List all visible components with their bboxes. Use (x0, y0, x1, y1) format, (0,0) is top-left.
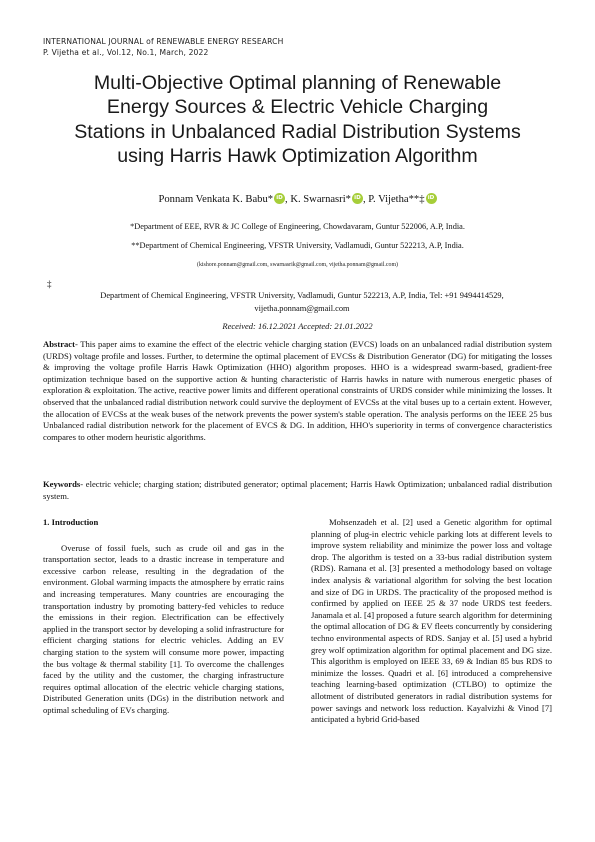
orcid-icon[interactable]: iD (352, 193, 363, 204)
keywords (43, 479, 552, 502)
title-line: Stations in Unbalanced Radial Distribution Systems (74, 120, 521, 143)
body-paragraph: Overuse of fossil fuels, such as crude oil and gas in the transportation sector, leads to a drastic increase in temperature and excessive carbon release, resulting in the degradation of the environment. Global warming impacts the atmosphere by erratic rains and increasing temperatures. Many countries are encouraging the transportation industry by promoting battery-fed vehicles to reduce the emissions in their region. Electrification can be effectively applied in the transport sector by developing a solid infrastructure for efficient charging stations for electric vehicles. Adding an EV charging station to the system will consume more power, impacting the bus voltage & thermal stability [1]. To overcome the challenges faced by the utility and the customer, the charging infrastructure requires optimal allocation of the electric vehicle charging stations, Distributed Generation units (DGs) in the distribution network and optimal scheduling of EVs charging. (43, 542, 284, 715)
abstract (43, 339, 552, 443)
keywords-text: - electric vehicle; charging station; distributed generator; optimal placement; Harris Hawk Optimization; unbalanced radial distribution system. (43, 479, 552, 501)
journal-citation: P. Vijetha et al., Vol.12, No.1, March, 2022 (43, 48, 209, 57)
corresponding-mark: ‡ (47, 279, 52, 289)
author-separator: , (362, 194, 369, 205)
section-heading: 1. Introduction (43, 517, 99, 527)
corresponding-email[interactable]: vijetha.ponnam@gmail.com (254, 303, 350, 313)
received-accepted-dates: Received: 16.12.2021 Accepted: 21.01.2022 (222, 321, 373, 331)
body-paragraph: Mohsenzadeh et al. [2] used a Genetic algorithm for optimal planning of plug-in electric vehicle parking lots at different levels to improve system reliability and minimize the power loss and voltage drop. The algorithm is tested on a 33-bus radial distribution system (RDS). Ramana et al. [3] presented a methodology based on voltage index analysis & variational algorithm for solving the best location and size of DG in URDS. The practicality of the proposed method is confirmed by applied on IEEE 25 & 37 node URDS test feeders. Janamala et al. [4] proposed a future search algorithm for determining the optimal allocation of DG & EV fleets concurrently by considering techno environmental aspects of RDS. Sanjay et al. [5] used a hybrid grey wolf optimization algorithm for optimal placement and DG size. This algorithm is employed on IEEE 33, 69 & Indian 85 bus RDS to minimize the losses. Quadri et al. [6] introduced a comprehensive teaching learning-based optimization (CTLBO) to optimize the allotment of distributed generators in radial distribution systems for power savings and network loss reduction. Kayalvizhi & Vinod [7] anticipated a hybrid Grid-based (311, 517, 552, 725)
corresponding-address (52, 290, 552, 315)
affiliation: *Department of EEE, RVR & JC College of Engineering, Chowdavaram, Guntur 522006, A.P, India. (130, 222, 465, 231)
abstract-text: - This paper aims to examine the effect of the electric vehicle charging station (EVCS) loads on an unbalanced radial distribution system (URDS) voltage profile and losses. Further, to determine the optimal placement of EVCSs & Distribution Generator (DG) for mitigating the losses & improving the voltage profile Harris Hawk Optimization (HHO) algorithm proposes. HHO is a widespread swarm-based, gradient-free optimization technique based on the supportive action & hunting characteristic of Harris hawks in nature with numerous energetic phases of exploration & exploitation. The active, reactive power limits and different operational constraints of URDS consider while minimizing the losses. It observed that the unbalanced radial distribution network could survive the deployment of EVCSs at the vital buses up to a certain extent. However, the allocation of EVCSs at the weak buses of the network prevents the power system's stable operation. The analysis performs on the IEEE 25 bus Unbalanced radial distribution network for the placement of EVCS & DG. In addition, HHO's superiority in terms of convergence characteristics compares to other modern heuristic algorithms. (43, 339, 552, 442)
title-line: Multi-Objective Optimal planning of Renewable (93, 72, 502, 94)
title-line: using Harris Hawk Optimization Algorithm (117, 144, 478, 167)
affiliation: **Department of Chemical Engineering, VFSTR University, Vadlamudi, Guntur 522213, A.P, India. (131, 241, 464, 250)
author-name: Ponnam Venkata K. Babu* (158, 194, 274, 205)
right-column (311, 517, 552, 726)
author-name: P. Vijetha**‡ (368, 194, 425, 205)
author-name: K. Swarnasri* (290, 194, 351, 205)
left-column (43, 517, 284, 717)
keywords-label: Keywords (43, 479, 81, 489)
journal-name: INTERNATIONAL JOURNAL of RENEWABLE ENERGY RESEARCH (43, 37, 284, 46)
orcid-icon[interactable]: iD (426, 193, 437, 204)
abstract-label: Abstract (43, 339, 75, 349)
author-separator: , (285, 194, 291, 205)
paper-title (40, 71, 555, 168)
corresponding-line: Department of Chemical Engineering, VFSTR University, Vadlamudi, Guntur 522213, A.P, India, Tel: +91 9494414529, (100, 291, 504, 300)
orcid-icon[interactable]: iD (274, 193, 285, 204)
author-emails: (kishore.ponnam@gmail.com, swarnasrik@gmail.com, vijetha.ponnam@gmail.com) (197, 262, 398, 268)
author-list (0, 193, 595, 205)
title-line: Energy Sources & Electric Vehicle Charging (106, 96, 489, 119)
